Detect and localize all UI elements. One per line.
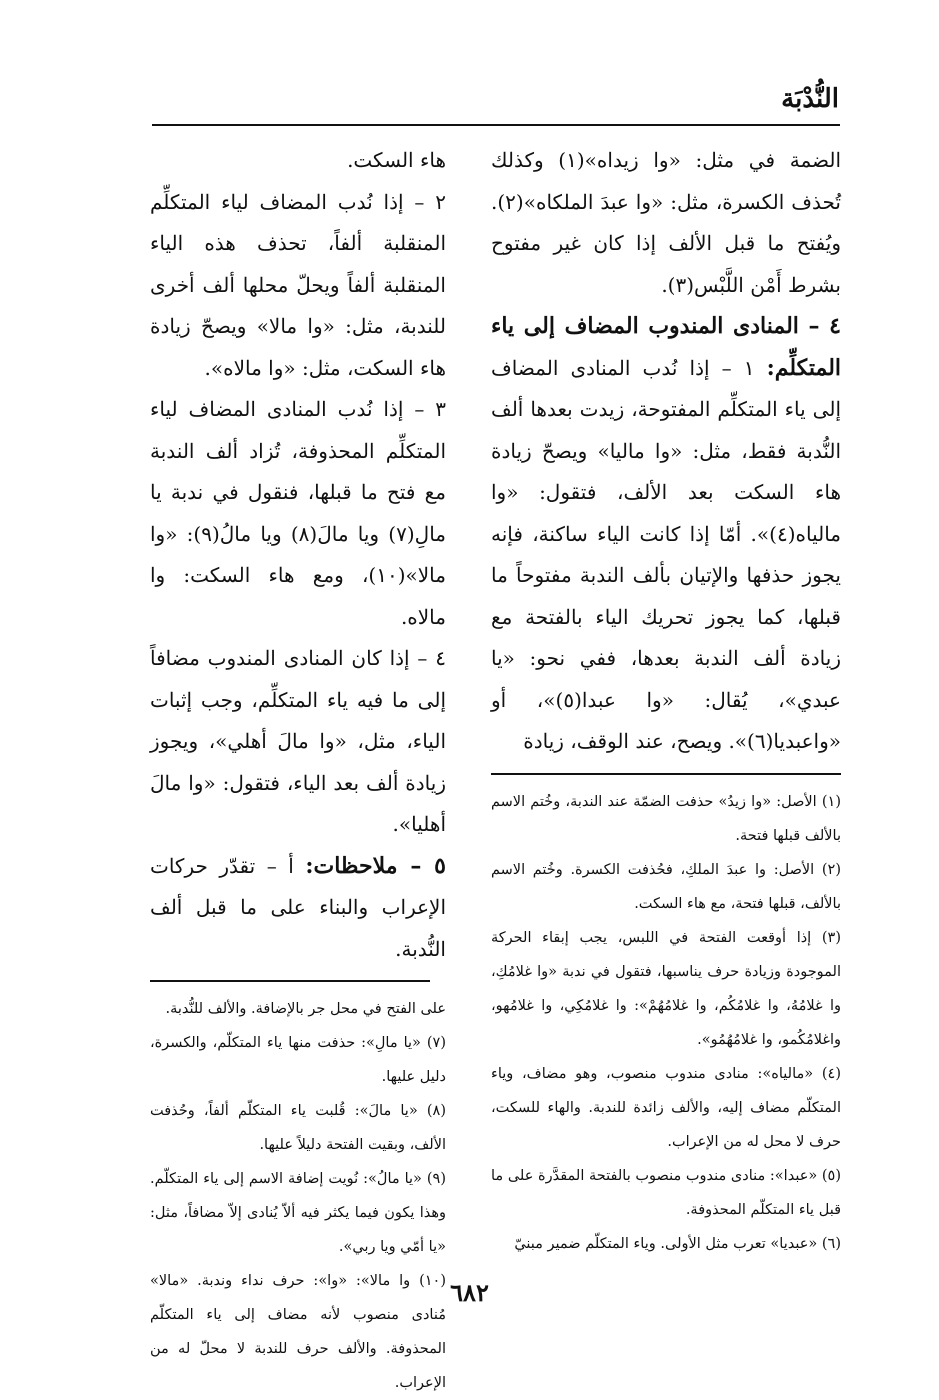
- paragraph-intro: الضمة في مثل: «وا زيداه»(١) وكذلك تُحذف الكسرة، مثل: «وا عبدَ الملكاه»(٢). ويُفتح ما قبل الألف إذا كان غير مفتوح بشرط أَمْن اللَّبْس(٣).: [491, 148, 841, 297]
- footnote-9: (٩) «يا مالُ»: نُويت إضافة الاسم إلى ياء المتكلّم. وهذا يكون فيما يكثر فيه ألاّ يُنادى إلاّ مضافاً، مثل: «يا أمّي ويا ربي».: [150, 1171, 446, 1255]
- footnote-7: (٧) «يا مالِ»: حذفت منها ياء المتكلّم، والكسرة، دليل عليها.: [150, 1035, 446, 1085]
- left-column-body: [150, 140, 446, 970]
- footnote-2: (٢) الأصل: وا عبدَ الملكِ، فحُذفت الكسرة. وخُتم الاسم بالألف، قبلها فتحة، مع هاء السكت.: [491, 861, 841, 912]
- left-column: [150, 140, 446, 1400]
- footnote-4: (٤) «مالياه»: منادى مندوب منصوب، وهو مضاف، وياء المتكلّم مضاف إليه، والألف زائدة للندبة. والهاء للسكت، حرف لا محل له من الإعراب.: [491, 1065, 841, 1150]
- footnote-1: (١) الأصل: «وا زيدُ» حذفت الضمّة عند الندبة، وخُتم الاسم بالألف قبلها فتحة.: [491, 793, 841, 844]
- running-header-title: النُّدْبَة: [781, 84, 839, 114]
- section-4-paragraph: [491, 306, 841, 763]
- footnote-divider-right: [491, 773, 841, 775]
- header-divider: [152, 124, 840, 126]
- section-5-paragraph: [150, 846, 446, 971]
- footnote-continuation: على الفتح في محل جر بالإضافة. والألف للنُّدبة.: [165, 1001, 446, 1017]
- footnote-divider-left: [150, 980, 430, 982]
- right-column-body: [491, 140, 841, 763]
- footnote-10: (١٠) وا مالا»: «وا»: حرف نداء وندبة. «مالا» مُنادى منصوب لأنه مضاف إلى ياء المتكلّم المحذوفة. والألف حرف للندبة لا محلّ له من الإعراب.: [150, 1273, 446, 1391]
- section-5-heading: ٥ – ملاحظات:: [305, 852, 446, 879]
- page-number: ٦٨٢: [450, 1278, 489, 1307]
- footnotes-left: [150, 992, 446, 1400]
- paragraph-item-2: ٢ – إذا نُدب المضاف لياء المتكلِّم المنقلبة ألفاً، تحذف هذه الياء المنقلبة ألفاً ويحلّ محلها ألف أخرى للندبة، مثل: «وا مالا» ويصحّ زيادة هاء السكت، مثل: «وا مالاه».: [150, 189, 446, 380]
- paragraph-item-4: ٤ – إذا كان المنادى المندوب مضافاً إلى ما فيه ياء المتكلِّم، وجب إثبات الياء، مثل، «وا مالَ أهلي»، ويجوز زيادة ألف بعد الياء، فتقول: «وا مالَ أهليا».: [150, 646, 446, 836]
- footnote-3: (٣) إذا أوقعت الفتحة في اللبس، يجب إبقاء الحركة الموجودة وزيادة حرف يناسبها، فتقول في ندبة «وا غلامُكِ، وا غلامُهُ، وا غلامُكُم، وا غلامُهُمْ»: وا غلامُكِي، وا غلامُهو، واغلامُكُمو، وا غلامُهُمُو».: [491, 929, 841, 1048]
- section-4-heading: ٤ – المنادى المندوب المضاف إلى ياء المتكلِّم:: [491, 313, 842, 381]
- footnote-5: (٥) «عبدا»: منادى مندوب منصوب بالفتحة المقدَّرة على ما قبل ياء المتكلّم المحذوفة.: [491, 1167, 841, 1218]
- footnote-6: (٦) «عبديا» تعرب مثل الأولى. وياء المتكلّم ضمير مبنيّ: [514, 1235, 841, 1252]
- section-5-text: أ – تقدّر حركات الإعراب والبناء على ما قبل ألف النُّدبة.: [150, 853, 446, 961]
- right-column: [491, 140, 841, 1261]
- paragraph-item-3: ٣ – إذا نُدب المنادى المضاف لياء المتكلِّم المحذوفة، تُزاد ألف الندبة مع فتح ما قبلها، فنقول في ندبة يا مالِ(٧) ويا مالَ(٨) ويا مالُ(٩): «وا مالا»(١٠)، ومع هاء السكت: وا مالاه.: [150, 397, 447, 629]
- footnotes-right: [491, 785, 841, 1261]
- footnote-8: (٨) «يا مالَ»: قُلبت ياء المتكلّم ألفاً، وحُذفت الألف، وبقيت الفتحة دليلاً عليها.: [150, 1103, 446, 1153]
- section-4-text: ١ – إذا نُدب المنادى المضاف إلى ياء المتكلِّم المفتوحة، زيدت بعدها ألف النُّدبة فقط، مثل: «وا ماليا» ويصحّ زيادة هاء السكت بعد الألف، فتقول: «وا مالياه(٤)». أمّا إذا كانت الياء ساكنة، فإنه يجوز حذفها والإتيان بألف الندبة مفتوحاً ما قبلها، كما يجوز تحريك الياء بالفتحة مع زيادة ألف الندبة بعدها، ففي نحو: «يا عبدي»، يُقال: «وا عبدا(٥)»، أو «واعبديا(٦)». ويصح، عند الوقف، زيادة: [491, 355, 841, 753]
- paragraph-continuation: هاء السكت.: [347, 148, 446, 172]
